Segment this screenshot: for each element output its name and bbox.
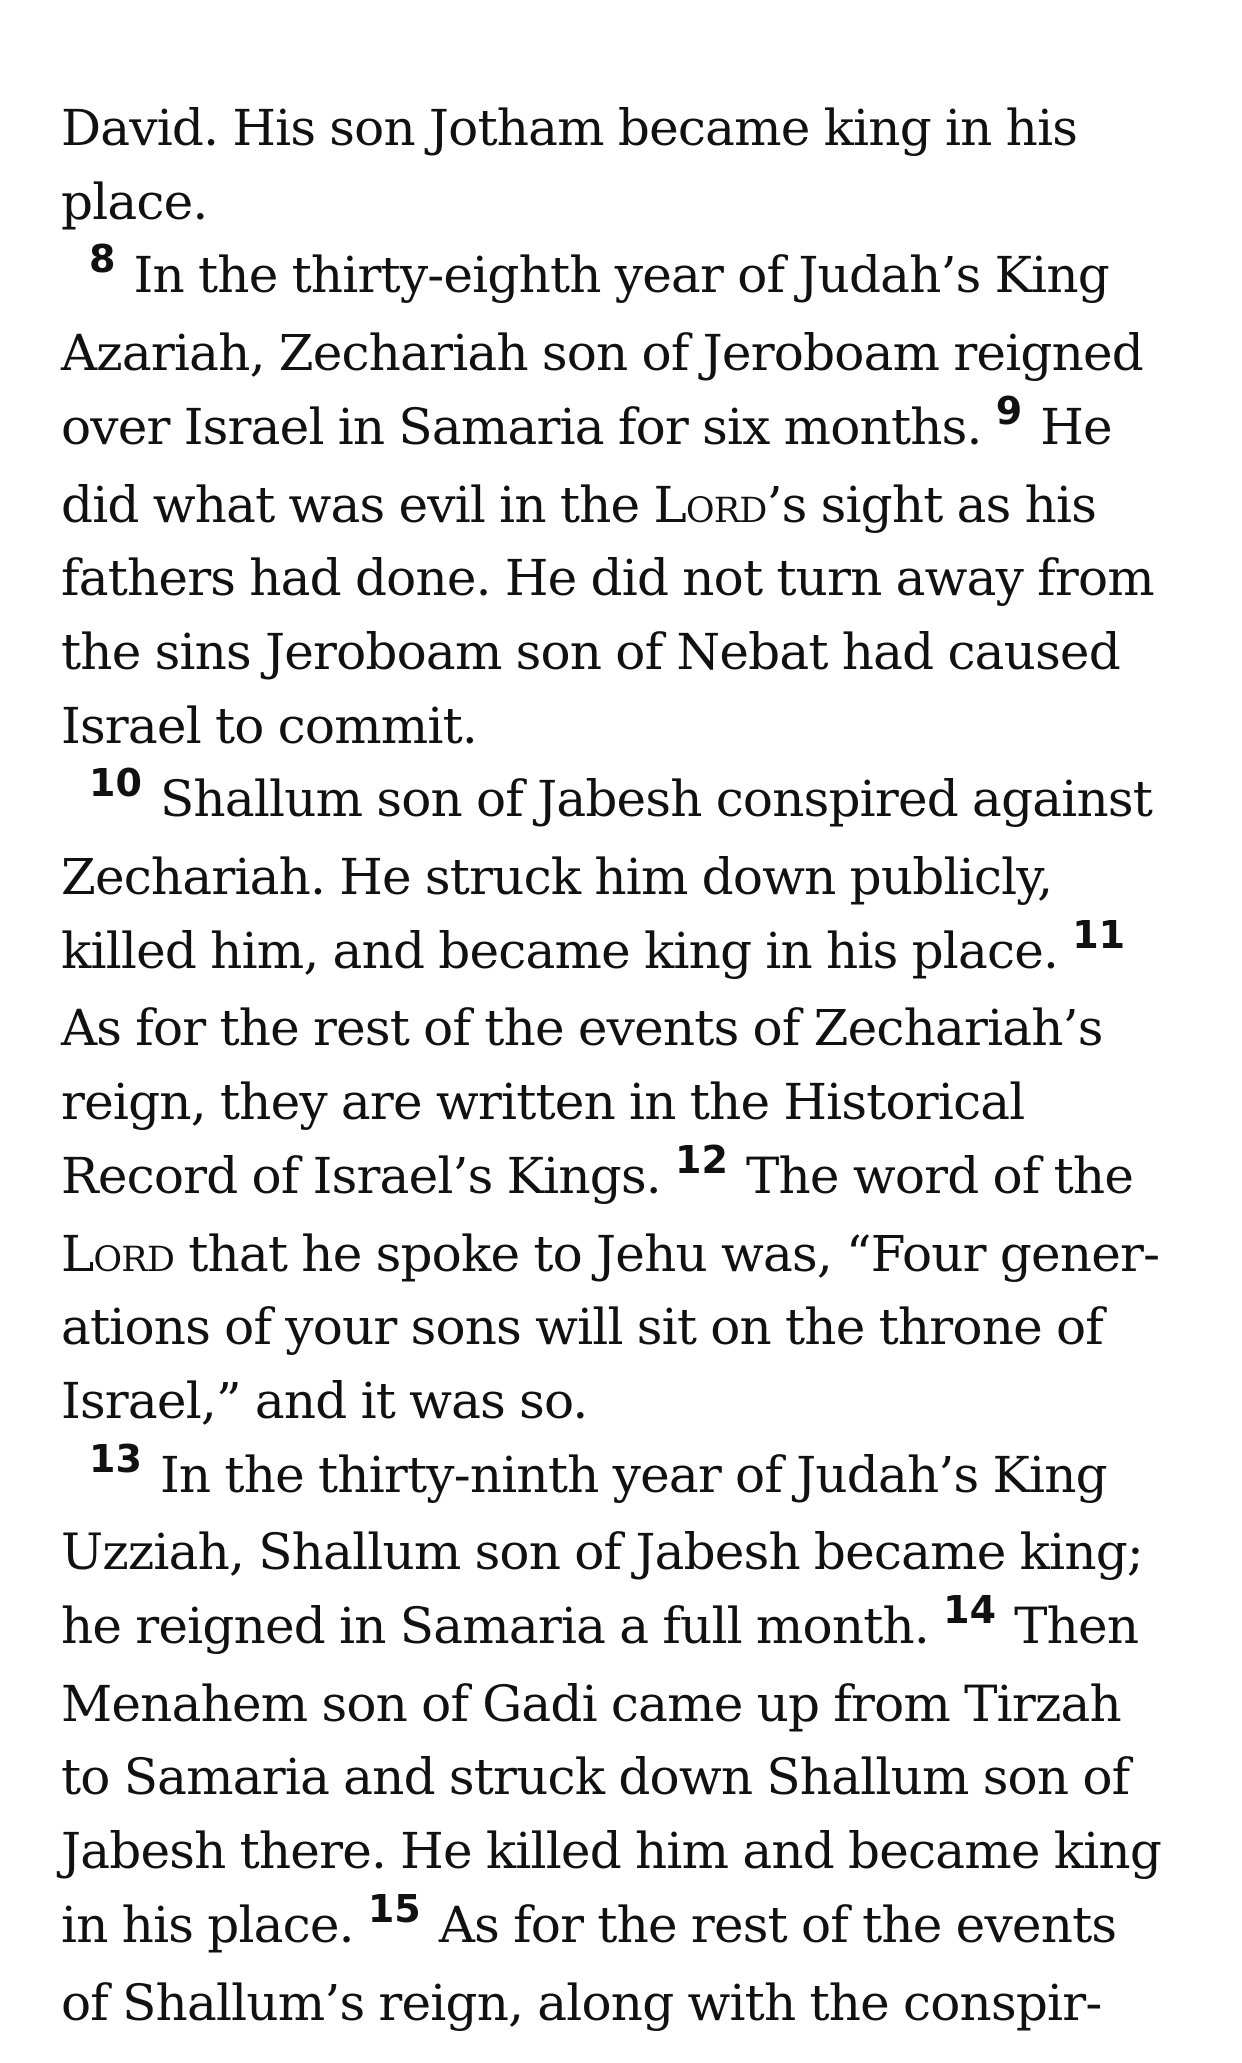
text-line: The word of the xyxy=(745,1146,1134,1205)
text-line: killed him, and became king in his place. xyxy=(61,921,1059,980)
paragraph xyxy=(61,239,1196,763)
text-line: fathers had done. He did not turn away from xyxy=(61,549,1154,608)
verse-number[interactable]: 9 xyxy=(995,388,1023,433)
text-line: ations of your sons will sit on the throne of xyxy=(61,1298,1103,1357)
text-line: did what was evil in the xyxy=(61,475,640,534)
text-line: to Samaria and struck down Shallum son of xyxy=(61,1748,1130,1807)
text-line: place. xyxy=(61,172,208,231)
text-line: ’s sight as his xyxy=(766,475,1097,534)
text-line: Israel to commit. xyxy=(61,696,477,755)
text-line: Azariah, Zechariah son of Jeroboam reigned xyxy=(61,324,1144,383)
text-line: Jabesh there. He killed him and became king xyxy=(61,1822,1162,1881)
divine-name: Lord xyxy=(61,1224,175,1283)
text-line: that he spoke to Jehu was, “Four gener- xyxy=(188,1224,1160,1283)
text-line: Zechariah. He struck him down publicly, xyxy=(61,848,1053,907)
text-line: As for the rest of the events xyxy=(438,1895,1117,1954)
text-line: Shallum son of Jabesh conspired against xyxy=(159,770,1153,829)
text-line: In the thirty-ninth year of Judah’s King xyxy=(159,1445,1107,1504)
verse-number[interactable]: 8 xyxy=(89,237,116,282)
text-line: he reigned in Samaria a full month. xyxy=(61,1597,930,1656)
text-line: As for the rest of the events of Zechariah’s xyxy=(61,999,1103,1058)
text-line: In the thirty-eighth year of Judah’s King xyxy=(133,246,1109,305)
paragraph xyxy=(61,763,1196,1438)
text-line: over Israel in Samaria for six months. xyxy=(61,397,982,456)
text-line: Uzziah, Shallum son of Jabesh became king; xyxy=(61,1523,1143,1582)
text-line: Record of Israel’s Kings. xyxy=(61,1146,661,1205)
text-line: He xyxy=(1040,397,1112,456)
reader-page xyxy=(61,92,1196,2040)
divine-name: Lord xyxy=(653,475,767,534)
text-line: Israel,” and it was so. xyxy=(61,1371,588,1430)
verse-number[interactable]: 15 xyxy=(367,1886,421,1931)
paragraph xyxy=(61,1436,1196,2041)
verse-number[interactable]: 14 xyxy=(943,1588,997,1633)
text-line: David. His son Jotham became king in his xyxy=(61,99,1078,157)
text-line: reign, they are written in the Historical xyxy=(61,1073,1025,1132)
verse-number[interactable]: 12 xyxy=(675,1137,728,1182)
paragraph xyxy=(61,92,1196,239)
text-line: in his place. xyxy=(61,1895,354,1954)
verse-number[interactable]: 10 xyxy=(89,761,142,806)
text-line: Then xyxy=(1014,1597,1139,1656)
verse-number[interactable]: 13 xyxy=(89,1436,142,1481)
text-line: the sins Jeroboam son of Nebat had caused xyxy=(61,622,1120,681)
text-line: Menahem son of Gadi came up from Tirzah xyxy=(61,1674,1121,1733)
text-line: of Shallum’s reign, along with the conspir- xyxy=(61,1973,1102,2032)
verse-number[interactable]: 11 xyxy=(1072,912,1126,957)
